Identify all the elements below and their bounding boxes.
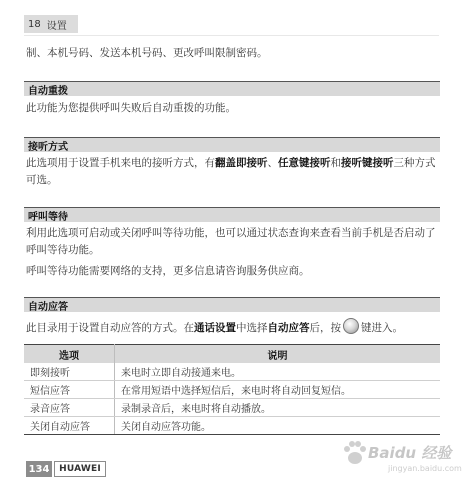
- brand-logo: HUAWEI: [54, 461, 106, 477]
- answer-mode-sep: 、: [267, 157, 278, 169]
- section-heading-auto-answer: 自动应答: [24, 297, 440, 312]
- table-cell-description: 来电时立即自动接通来电。: [115, 363, 441, 381]
- intro-text: 制、本机号码、发送本机号码、更改呼叫限制密码。: [26, 47, 268, 59]
- auto-answer-in: 中选择: [236, 322, 268, 334]
- paw-icon: [340, 438, 370, 468]
- answer-mode-flip: 翻盖即接听: [215, 157, 268, 169]
- section-body-answer-mode: [26, 155, 438, 189]
- section-body-call-waiting-1: 利用此选项可启动或关闭呼叫等待功能，也可以通过状态查询来查看当前手机是否启动了呼叫等待功能。: [26, 227, 436, 256]
- section-body-auto-answer: [26, 318, 438, 337]
- table-header-option: 选项: [24, 345, 115, 364]
- watermark-url: jingyan.baidu.com: [388, 464, 462, 473]
- table-cell-description: 录制录音后，来电时将自动播放。: [115, 399, 441, 417]
- header-divider: [24, 35, 439, 36]
- table-cell-description: 关闭自动应答功能。: [115, 417, 441, 435]
- table-cell-option: 录音应答: [24, 399, 115, 417]
- table-row: [24, 399, 440, 417]
- header-page-number: 18: [28, 18, 41, 30]
- table-row: [24, 381, 440, 399]
- auto-answer-auto-answer: 自动应答: [267, 322, 310, 334]
- auto-answer-call-settings: 通话设置: [194, 322, 236, 334]
- watermark: [340, 432, 460, 482]
- table-cell-option: 即刻接听: [24, 363, 115, 381]
- auto-answer-text-2: 后，按: [309, 322, 341, 334]
- watermark-text: Baidu 经验: [368, 444, 452, 462]
- section-heading-call-waiting: 呼叫等待: [24, 207, 440, 222]
- table-cell-option: 关闭自动应答: [24, 417, 115, 435]
- auto-answer-text-3: 键进入。: [361, 322, 403, 334]
- answer-mode-text-1: 此选项用于设置手机来电的接听方式，有: [26, 157, 215, 169]
- section-body-redial: 此功能为您提供呼叫失败后自动重拨的功能。: [26, 102, 236, 114]
- answer-mode-answer-key: 接听键接听: [341, 157, 394, 169]
- header-title: 设置: [46, 20, 67, 32]
- section-heading-answer-mode: 接听方式: [24, 137, 440, 152]
- section-heading-redial: 自动重拨: [24, 81, 440, 96]
- answer-mode-any-key: 任意键接听: [278, 157, 331, 169]
- table-header-description: 说明: [115, 345, 441, 364]
- footer-page-number: 134: [26, 461, 52, 477]
- table-cell-description: 在常用短语中选择短信后，来电时将自动回复短信。: [115, 381, 441, 399]
- page-header: [24, 15, 78, 33]
- table-row: [24, 363, 440, 381]
- auto-answer-table: [24, 344, 440, 435]
- table-header-row: [24, 345, 440, 364]
- answer-mode-and: 和: [330, 157, 341, 169]
- navigation-key-icon: [343, 318, 359, 334]
- table-cell-option: 短信应答: [24, 381, 115, 399]
- answer-mode-text-2: 三种方式可选。: [26, 157, 436, 186]
- auto-answer-text-1: 此目录用于设置自动应答的方式。在: [26, 322, 194, 334]
- section-body-call-waiting-2: 呼叫等待功能需要网络的支持，更多信息请咨询服务供应商。: [26, 265, 310, 277]
